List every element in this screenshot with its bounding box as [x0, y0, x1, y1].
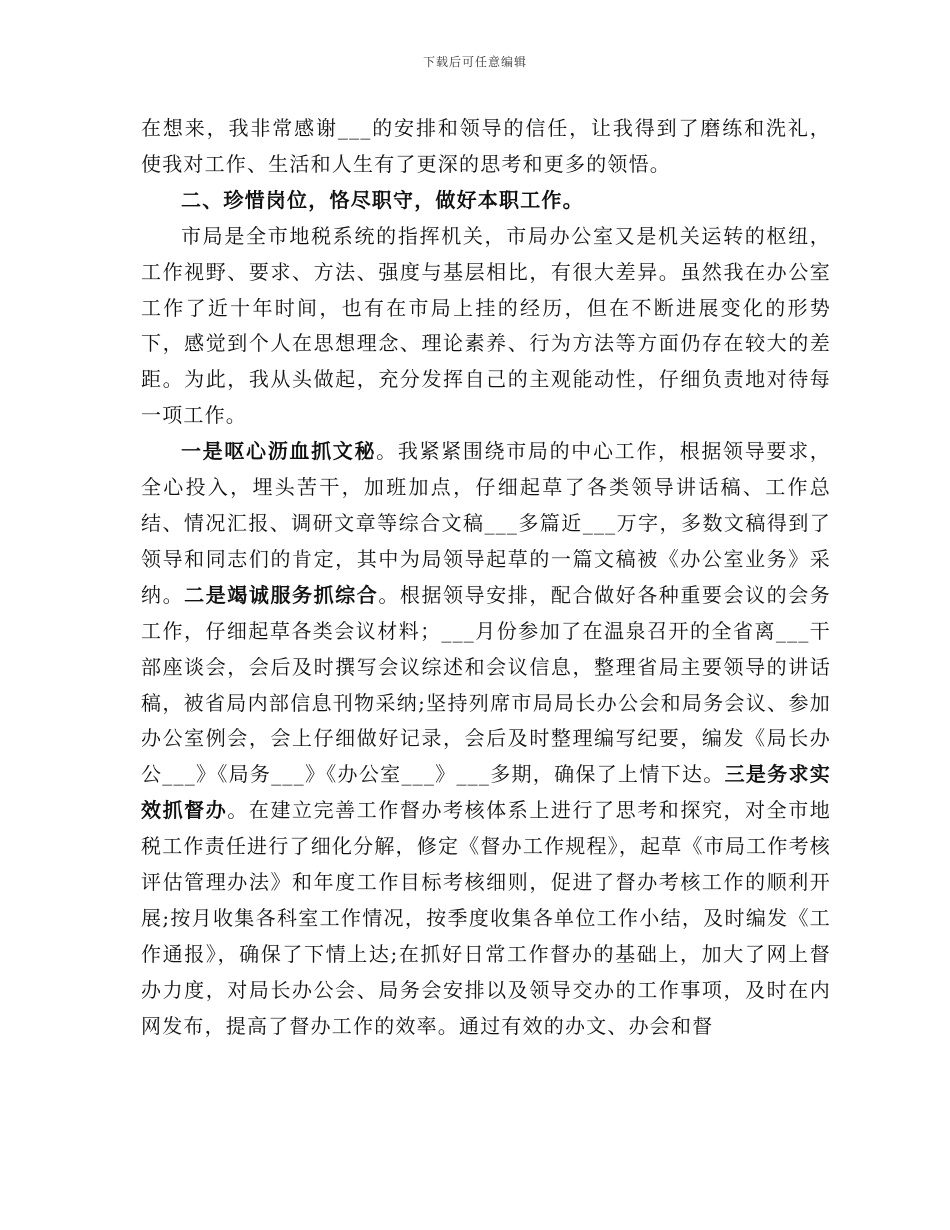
- paragraph-intro: 市局是全市地税系统的指挥机关，市局办公室又是机关运转的枢纽，工作视野、要求、方法、强度与基层相比，有很大差异。虽然我在办公室工作了近十年时间，也有在市局上挂的经历，但在不断进展变化的形势下，感觉到个人在思想理念、理论素养、行为方法等方面仍存在较大的差距。为此，我从头做起，充分发挥自己的主观能动性，仔细负责地对待每一项工作。: [141, 223, 831, 428]
- page-header: 下载后可任意编辑: [422, 55, 527, 69]
- document-body: [141, 111, 831, 1045]
- item-text-3: 。在建立完善工作督办考核体系上进行了思考和探究，对全市地税工作责任进行了细化分解，修定《督办工作规程》，起草《市局工作考核评估管理办法》和年度工作目标考核细则，促进了督办考核工作的顺利开展;按月收集各科室工作情况，按季度收集各单位工作小结，及时编发《工作通报》，确保了下情上达;在抓好日常工作督办的基础上，加大了网上督办力度，对局长办公会、局务会安排以及领导交办的工作事项，及时在内网发布，提高了督办工作的效率。通过有效的办文、办会和督: [141, 798, 831, 1038]
- paragraph-continued: 在想来，我非常感谢___的安排和领导的信任，让我得到了磨练和洗礼，使我对工作、生活和人生有了更深的思考和更多的领悟。: [141, 116, 831, 176]
- item-text-1: 。我紧紧围绕市局的中心工作，根据领导要求，全心投入，埋头苦干，加班加点，仔细起草了各类领导讲话稿、工作总结、情况汇报、调研文章等综合文稿___多篇近___万字，多数文稿得到了领导和同志们的肯定，其中为局领导起草的一篇文稿被《办公室业务》采纳。: [141, 439, 831, 607]
- item-title-3: 三是务求实效抓督办: [141, 762, 831, 823]
- section-heading: 二、珍惜岗位，恪尽职守，做好本职工作。: [181, 187, 584, 212]
- item-title-2: 二是竭诚服务抓综合: [184, 582, 379, 607]
- item-title-1: 一是呕心沥血抓文秘: [181, 439, 377, 464]
- item-text-2: 。根据领导安排，配合做好各种重要会议的会务工作，仔细起草各类会议材料；___月份参加了在温泉召开的全省离___干部座谈会，会后及时撰写会议综述和会议信息，整理省局主要领导的讲话稿，被省局内部信息刊物采纳;坚持列席市局局长办公会和局务会议、参加办公室例会，会上仔细做好记录，会后及时整理编写纪要，编发《局长办公___》《局务___》《办公室___》___多期，确保了上情下达。: [141, 582, 831, 787]
- paragraph-work-items: [141, 434, 831, 1044]
